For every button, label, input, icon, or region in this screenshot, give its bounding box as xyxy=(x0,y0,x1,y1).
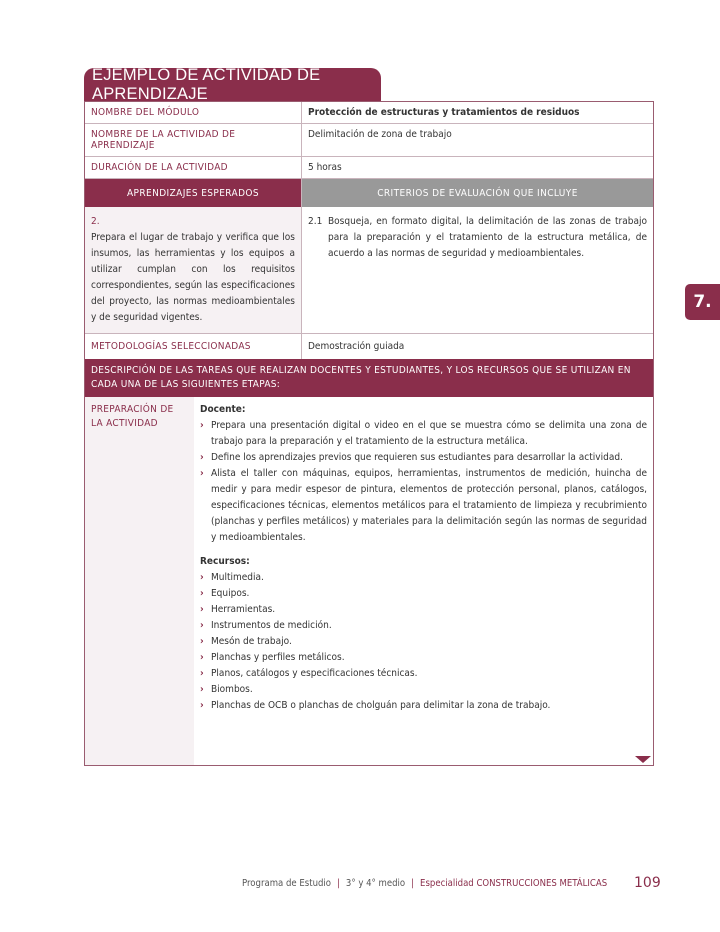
footer-program: Programa de Estudio xyxy=(242,878,332,889)
duration-label: DURACIÓN DE LA ACTIVIDAD xyxy=(85,157,302,178)
criterios-header: CRITERIOS DE EVALUACIÓN QUE INCLUYE xyxy=(302,179,653,207)
aprendizaje-cell xyxy=(85,207,302,333)
columns-header xyxy=(85,179,653,207)
docente-item: › Prepara una presentación digital o video en el que se muestra cómo se delimita una zona de trabajo para la preparación y el tratamiento de la estructura metálica. xyxy=(200,418,647,450)
info-row-activity xyxy=(85,124,653,157)
continue-arrow-icon xyxy=(635,756,651,763)
activity-table xyxy=(84,101,654,766)
docente-item: › Alista el taller con máquinas, equipos, herramientas, instrumentos de medición, huincha de medir y para medir espesor de pintura, elementos de protección personal, planos, catálogos, especificaciones técnicas, elementos metálicos para el tratamiento de limpieza y recubrimiento (planchas y perfiles metálicos) y materiales para la delimitación según las normas de seguridad y medioambientales. xyxy=(200,466,647,546)
info-row-module xyxy=(85,102,653,124)
footer-level: 3° y 4° medio xyxy=(345,878,406,889)
recursos-list xyxy=(200,570,647,714)
recurso-item: › Herramientas. xyxy=(200,602,647,618)
metodologias-label: METODOLOGÍAS SELECCIONADAS xyxy=(85,334,302,359)
recurso-item: › Planchas y perfiles metálicos. xyxy=(200,650,647,666)
preparacion-row xyxy=(85,397,653,765)
footer-separator: | xyxy=(337,878,340,889)
activity-name-value: Delimitación de zona de trabajo xyxy=(308,129,452,140)
aprendizaje-row xyxy=(85,207,653,334)
metodologias-value: Demostración guiada xyxy=(308,341,405,352)
descripcion-header: DESCRIPCIÓN DE LAS TAREAS QUE REALIZAN DOCENTES Y ESTUDIANTES, Y LOS RECURSOS QUE SE UTILIZAN EN CADA UNA DE LAS SIGUIENTES ETAPAS: xyxy=(85,359,653,397)
docente-title: Docente: xyxy=(200,404,246,415)
recurso-item: › Equipos. xyxy=(200,586,647,602)
activity-name-label: NOMBRE DE LA ACTIVIDAD DE APRENDIZAJE xyxy=(85,124,302,156)
footer-separator: | xyxy=(411,878,415,889)
recurso-item: › Mesón de trabajo. xyxy=(200,634,647,650)
page-number: 109 xyxy=(634,875,661,891)
aprendizajes-header: APRENDIZAJES ESPERADOS xyxy=(85,179,302,207)
chapter-tab: 7. xyxy=(685,284,720,320)
recurso-item: › Planchas de OCB o planchas de cholguán para delimitar la zona de trabajo. xyxy=(200,698,647,714)
preparacion-label: PREPARACIÓN DE LA ACTIVIDAD xyxy=(85,397,194,765)
preparacion-content xyxy=(194,397,653,765)
module-label: NOMBRE DEL MÓDULO xyxy=(85,102,302,123)
recurso-item: › Biombos. xyxy=(200,682,647,698)
docente-item: › Define los aprendizajes previos que requieren sus estudiantes para desarrollar la actividad. xyxy=(200,450,647,466)
duration-value: 5 horas xyxy=(308,162,342,173)
recurso-item: › Planos, catálogos y especificaciones técnicas. xyxy=(200,666,647,682)
recurso-item: › Instrumentos de medición. xyxy=(200,618,647,634)
criterio-cell xyxy=(302,207,653,333)
recursos-title: Recursos: xyxy=(200,556,250,567)
recurso-item: › Multimedia. xyxy=(200,570,647,586)
footer-specialty: Especialidad CONSTRUCCIONES METÁLICAS xyxy=(420,878,608,889)
aprendizaje-text: Prepara el lugar de trabajo y verifica que los insumos, las herramientas y los equipos a utilizar cumplan con los requisitos correspondientes, según las especificaciones del proyecto, las normas medioambientales y de seguridad vigentes. xyxy=(91,232,295,323)
aprendizaje-number: 2. xyxy=(91,216,100,227)
activity-title: EJEMPLO DE ACTIVIDAD DE APRENDIZAJE xyxy=(84,68,381,101)
info-row-duration xyxy=(85,157,653,179)
criterio-text: Bosqueja, en formato digital, la delimitación de las zonas de trabajo para la preparación y el tratamiento de la estructura metálica, de acuerdo a las normas de seguridad y medioambientales. xyxy=(328,216,647,259)
page-footer xyxy=(242,875,661,891)
docente-list xyxy=(200,418,647,546)
module-value: Protección de estructuras y tratamientos de residuos xyxy=(308,107,580,118)
metodologias-row xyxy=(85,334,653,359)
criterio-number: 2.1 xyxy=(308,216,323,227)
